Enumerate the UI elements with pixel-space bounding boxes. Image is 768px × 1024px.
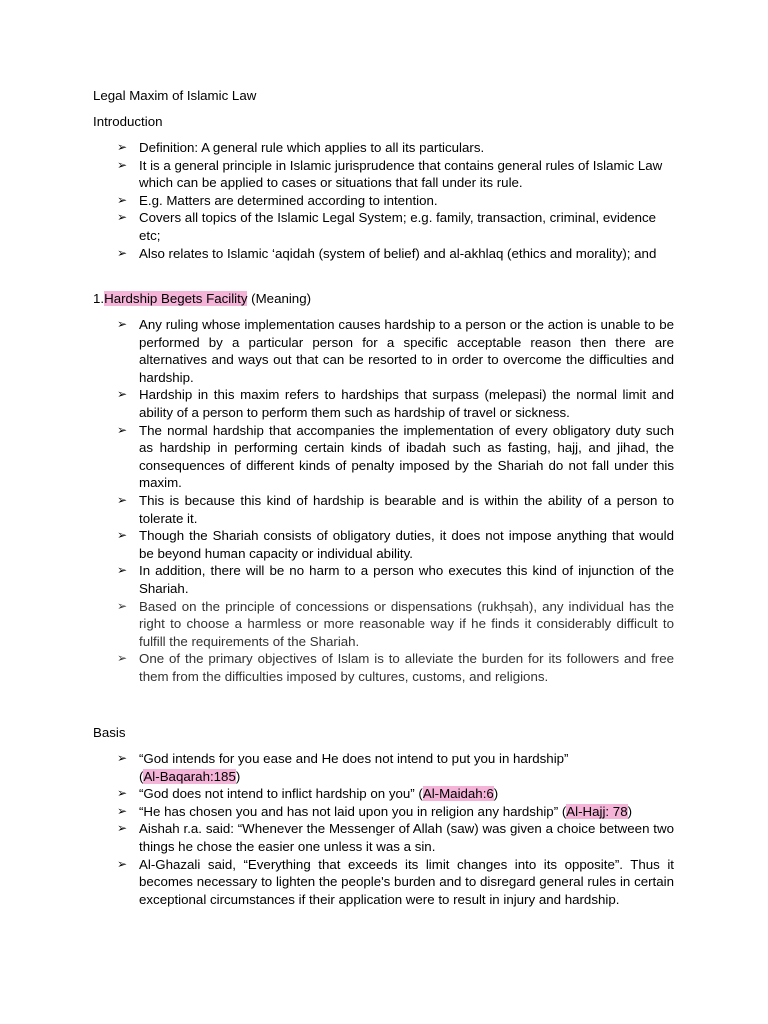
bullet-arrow-icon: ➢ xyxy=(117,821,128,836)
bullet-arrow-icon: ➢ xyxy=(117,803,128,818)
bullet-arrow-icon: ➢ xyxy=(117,786,128,801)
list-item: ➢ One of the primary objectives of Islam is to alleviate the burden for its followers and free them from the difficulties imposed by cultures, customs, and religions. xyxy=(117,651,674,684)
list-item: ➢ The normal hardship that accompanies the implementation of every obligatory duty such as hardship in performing certain kinds of ibadah such as fasting, hajj, and jihad, the consequences of different kinds of penalty imposed by the Shariah do not fall under this maxim. xyxy=(117,422,674,491)
list-item: ➢ Any ruling whose implementation causes hardship to a person or the action is unable to be performed by a particular person for a specific acceptable reason then there are alternatives and ways out that can be resorted to in order to overcome the difficulties and hardship. xyxy=(117,317,674,385)
bullet-arrow-icon: ➢ xyxy=(117,210,128,225)
basis-list xyxy=(117,750,674,908)
list-item: ➢ Though the Shariah consists of obligatory duties, it does not impose anything that would be beyond human capacity or individual ability. xyxy=(117,528,674,561)
list-item: ➢ Based on the principle of concessions or dispensations (rukhṣah), any individual has the right to choose a harmless or more reasonable way if he finds it considerably difficult to fulfill the requirements of the Shariah. xyxy=(117,598,674,649)
bullet-arrow-icon: ➢ xyxy=(117,157,128,172)
list-item: ➢ “God intends for you ease and He does not intend to put you in hardship” (Al-Baqarah:185) xyxy=(117,751,569,784)
bullet-arrow-icon: ➢ xyxy=(117,492,128,507)
list-item: ➢ “God does not intend to inflict hardship on you” (Al-Maidah:6) xyxy=(117,786,499,802)
list-item: ➢ It is a general principle in Islamic jurisprudence that contains general rules of Islamic Law which can be applied to cases or situations that fall under its rule. xyxy=(117,157,663,191)
quran-reference: Al-Maidah:6 xyxy=(422,786,494,802)
bullet-arrow-icon: ➢ xyxy=(117,387,128,402)
introduction-list xyxy=(117,139,674,262)
section-heading-hardship xyxy=(93,290,311,308)
quran-reference: Al-Baqarah:185 xyxy=(143,768,236,784)
meaning-list xyxy=(117,316,674,685)
list-item: ➢ Al-Ghazali said, “Everything that exceeds its limit changes into its opposite”. Thus it becomes necessary to lighten the people's burden and to disregard general rules in certain exceptional circumstances if their application were to result in injury and hardship. xyxy=(117,856,674,907)
list-item: ➢ Covers all topics of the Islamic Legal System; e.g. family, transaction, criminal, evidence etc; xyxy=(117,210,657,243)
list-item: ➢ Hardship in this maxim refers to hardships that surpass (melepasi) the normal limit and ability of a person to perform them such as hardship of travel or sickness. xyxy=(117,387,674,420)
bullet-arrow-icon: ➢ xyxy=(117,856,128,871)
bullet-arrow-icon: ➢ xyxy=(117,192,128,207)
list-item: ➢ E.g. Matters are determined according to intention. xyxy=(117,192,438,208)
introduction-heading: Introduction xyxy=(93,114,163,129)
highlighted-maxim: Hardship Begets Facility xyxy=(104,291,248,306)
basis-heading: Basis xyxy=(93,725,126,740)
list-item: ➢ Also relates to Islamic ‘aqidah (system of belief) and al-akhlaq (ethics and morality); and xyxy=(117,245,657,261)
bullet-arrow-icon: ➢ xyxy=(117,563,128,578)
bullet-arrow-icon: ➢ xyxy=(117,598,128,613)
list-item: ➢ “He has chosen you and has not laid upon you in religion any hardship” (Al-Hajj: 78) xyxy=(117,803,633,819)
quran-reference: Al-Hajj: 78 xyxy=(566,803,628,819)
bullet-arrow-icon: ➢ xyxy=(117,751,128,765)
bullet-arrow-icon: ➢ xyxy=(117,245,128,260)
list-item: ➢ This is because this kind of hardship is bearable and is within the ability of a person to tolerate it. xyxy=(117,492,674,526)
bullet-arrow-icon: ➢ xyxy=(117,422,128,437)
section-suffix: (Meaning) xyxy=(247,291,312,306)
list-item: ➢ In addition, there will be no harm to a person who executes this kind of injunction of the Shariah. xyxy=(117,563,674,596)
bullet-arrow-icon: ➢ xyxy=(117,651,128,666)
bullet-arrow-icon: ➢ xyxy=(117,317,128,331)
bullet-arrow-icon: ➢ xyxy=(117,528,128,543)
section-number: 1. xyxy=(93,291,105,306)
bullet-arrow-icon: ➢ xyxy=(117,140,128,154)
document-title: Legal Maxim of Islamic Law xyxy=(93,88,257,103)
list-item: ➢ Aishah r.a. said: “Whenever the Messenger of Allah (saw) was given a choice between two things he chose the easier one unless it was a sin. xyxy=(117,821,674,854)
list-item: ➢ Definition: A general rule which applies to all its particulars. xyxy=(117,140,485,155)
